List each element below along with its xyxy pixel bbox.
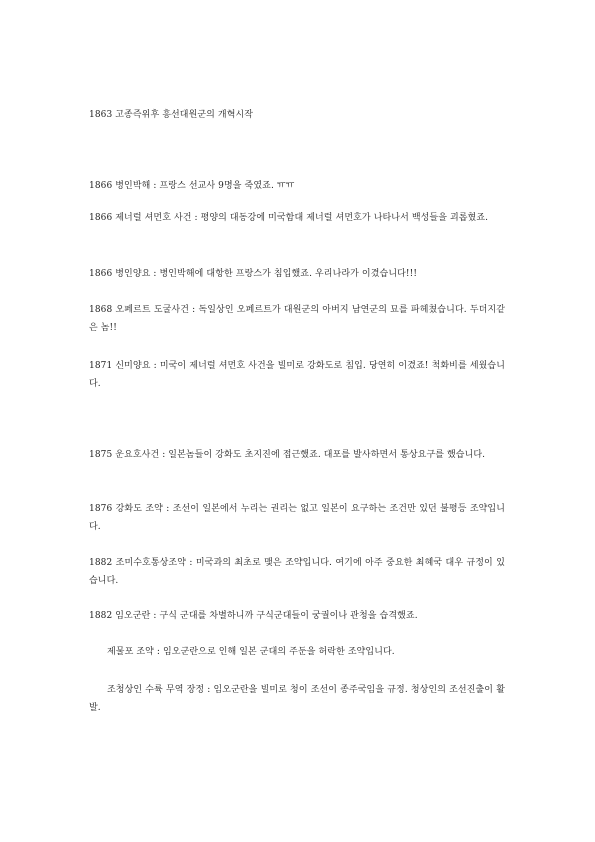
entry-1882-korea-us-treaty: 1882 조미수호통상조약 : 미국과의 최초로 맺은 조약입니다. 여기에 아주 중요한 최혜국 대우 규정이 있습니다. <box>89 558 505 586</box>
entry-1868-oppert-grave-robbery: 1868 오페르트 도굴사건 : 독일상인 오페르트가 대원군의 아버지 남연군의 묘를 파헤쳤습니다. 두더지같은 놈!! <box>89 305 505 333</box>
entry-1871-sinmi-yangyo: 1871 신미양요 : 미국이 제너럴 셔먼호 사건을 빌미로 강화도로 침입. 당연히 이겼죠! 척화비를 세웠습니다. <box>89 361 505 389</box>
entry-1875-unyo-incident: 1875 운요호사건 : 일본놈들이 강화도 초지진에 접근했죠. 대포를 발사하면서 통상요구를 했습니다. <box>89 450 486 460</box>
entry-jemulpo-treaty: 제물포 조약 : 임오군란으로 인해 일본 군대의 주둔을 허락한 조약입니다. <box>107 647 395 657</box>
entry-1876-ganghwa-treaty: 1876 강화도 조약 : 조선이 일본에서 누리는 권리는 없고 일본이 요구하는 조건만 있던 불평등 조약입니다. <box>89 504 505 532</box>
entry-1863-daewongun-reform: 1863 고종즉위후 흥선대원군의 개혁시작 <box>89 110 254 120</box>
entry-1866-byeongin-yangyo: 1866 병인양요 : 병인박해에 대항한 프랑스가 침입했죠. 우리나라가 이겼습니다!!! <box>89 269 418 279</box>
entry-1882-imo-incident: 1882 임오군란 : 구식 군대를 차별하니까 구식군대들이 궁궐이나 관청을 습격했죠. <box>89 611 418 621</box>
entry-sino-korean-trade-regulations: 조청상인 수륙 무역 장정 : 임오군란을 빌미로 청이 조선이 종주국임을 규정. 청상인의 조선진출이 활발. <box>89 685 505 713</box>
entry-1866-byeongin-persecution: 1866 병인박해 : 프랑스 선교사 9명을 죽였죠. ㅠㅠ <box>89 181 295 191</box>
entry-1866-general-sherman-incident: 1866 제너럴 셔먼호 사건 : 평양의 대동강에 미국함대 제너럴 셔먼호가 나타나서 백성들을 괴롭혔죠. <box>89 213 489 223</box>
